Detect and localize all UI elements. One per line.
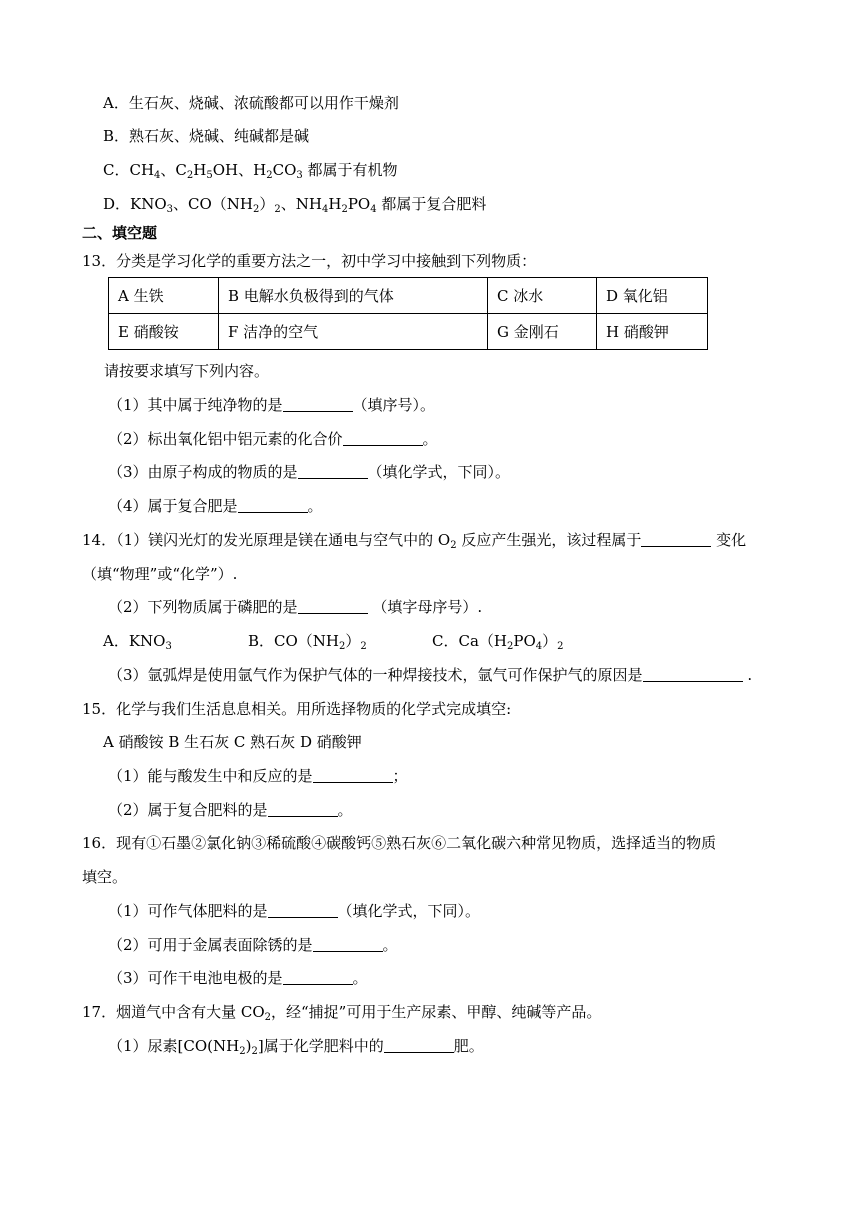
q13-part4: （4）属于复合肥是 。 bbox=[108, 497, 323, 515]
q13-stem: 13．分类是学习化学的重要方法之一，初中学习中接触到下列物质： bbox=[82, 252, 537, 270]
q16-stem-cont: 填空。 bbox=[82, 868, 128, 886]
q12-option-a: A．生石灰、烧碱、浓硫酸都可以用作干燥剂 bbox=[103, 94, 399, 112]
table-cell: H 硝酸钾 bbox=[597, 314, 708, 350]
answer-blank[interactable] bbox=[238, 498, 308, 513]
classification-table bbox=[108, 277, 708, 350]
q16-stem: 16．现有①石墨②氯化钠③稀硫酸④碳酸钙⑤熟石灰⑥二氧化碳六种常见物质，选择适当的物质 bbox=[82, 834, 717, 852]
q17-part1: （1）尿素$[CO(NH_2)_2]$属于化学肥料中的 肥。 bbox=[108, 1037, 484, 1057]
q13-instruction: 请按要求填写下列内容。 bbox=[104, 362, 270, 380]
q14-part3: （3）氩弧焊是使用氩气作为保护气体的一种焊接技术，氩气可作保护气的原因是 . bbox=[108, 666, 753, 684]
table-cell: A 生铁 bbox=[109, 278, 219, 314]
answer-blank[interactable] bbox=[268, 903, 338, 918]
q13-part2: （2）标出氧化铝中铝元素的化合价 。 bbox=[108, 430, 438, 448]
answer-blank[interactable] bbox=[313, 937, 383, 952]
q17-stem: 17．烟道气中含有大量 $CO_2$，经“捕捉”可用于生产尿素、甲醇、纯碱等产品。 bbox=[82, 1003, 602, 1023]
q13-part1: （1）其中属于纯净物的是 （填序号）。 bbox=[108, 396, 436, 414]
table-cell: C 冰水 bbox=[488, 278, 597, 314]
q16-part3: （3）可作干电池电极的是 。 bbox=[108, 969, 368, 987]
answer-blank[interactable] bbox=[298, 599, 368, 614]
table-cell: D 氧化铝 bbox=[597, 278, 708, 314]
table-row bbox=[109, 278, 708, 314]
q16-part2: （2）可用于金属表面除锈的是 。 bbox=[108, 936, 398, 954]
q13-part3: （3）由原子构成的物质的是 （填化学式，下同）。 bbox=[108, 463, 511, 481]
answer-blank[interactable] bbox=[343, 431, 423, 446]
answer-blank[interactable] bbox=[313, 768, 393, 783]
q15-part2: （2）属于复合肥料的是 。 bbox=[108, 801, 353, 819]
q15-stem: 15．化学与我们生活息息相关。用所选择物质的化学式完成填空: bbox=[82, 700, 512, 718]
table-row bbox=[109, 314, 708, 350]
q14-option-c: C．$Ca(H_2PO_4)_2$ bbox=[432, 632, 564, 652]
q12-option-d: D．$KNO_3$、$CO(NH_2)_2$、$NH_4H_2PO_4$ 都属于复合肥料 bbox=[103, 195, 487, 215]
answer-blank[interactable] bbox=[643, 667, 743, 682]
q12-option-b: B．熟石灰、烧碱、纯碱都是碱 bbox=[103, 127, 310, 145]
q14-part1-note: （填“物理”或“化学”）. bbox=[82, 565, 238, 583]
q14-option-a: A．$KNO_3$ bbox=[103, 632, 172, 652]
answer-blank[interactable] bbox=[384, 1038, 454, 1053]
answer-blank[interactable] bbox=[283, 397, 353, 412]
answer-blank[interactable] bbox=[283, 970, 353, 985]
table-cell: B 电解水负极得到的气体 bbox=[219, 278, 488, 314]
table-cell: G 金刚石 bbox=[488, 314, 597, 350]
table-cell: F 洁净的空气 bbox=[219, 314, 488, 350]
q14-part1: 14．（1）镁闪光灯的发光原理是镁在通电与空气中的 $O_2$ 反应产生强光，该过程属于 变化 bbox=[82, 531, 747, 551]
q14-part2: （2）下列物质属于磷肥的是 （填字母序号）. bbox=[108, 598, 483, 616]
q15-choices: A 硝酸铵 B 生石灰 C 熟石灰 D 硝酸钾 bbox=[103, 733, 362, 751]
answer-blank[interactable] bbox=[641, 532, 711, 547]
q16-part1: （1）可作气体肥料的是 （填化学式，下同）。 bbox=[108, 902, 481, 920]
section-title: 二、填空题 bbox=[82, 224, 158, 242]
table-cell: E 硝酸铵 bbox=[109, 314, 219, 350]
answer-blank[interactable] bbox=[268, 802, 338, 817]
q12-option-c: C．$CH_4$、$C_2H_5OH$、$H_2CO_3$ 都属于有机物 bbox=[103, 161, 398, 181]
q15-part1: （1）能与酸发生中和反应的是 ； bbox=[108, 767, 408, 785]
q14-option-b: B．$CO(NH_2)_2$ bbox=[248, 632, 367, 652]
answer-blank[interactable] bbox=[298, 464, 368, 479]
